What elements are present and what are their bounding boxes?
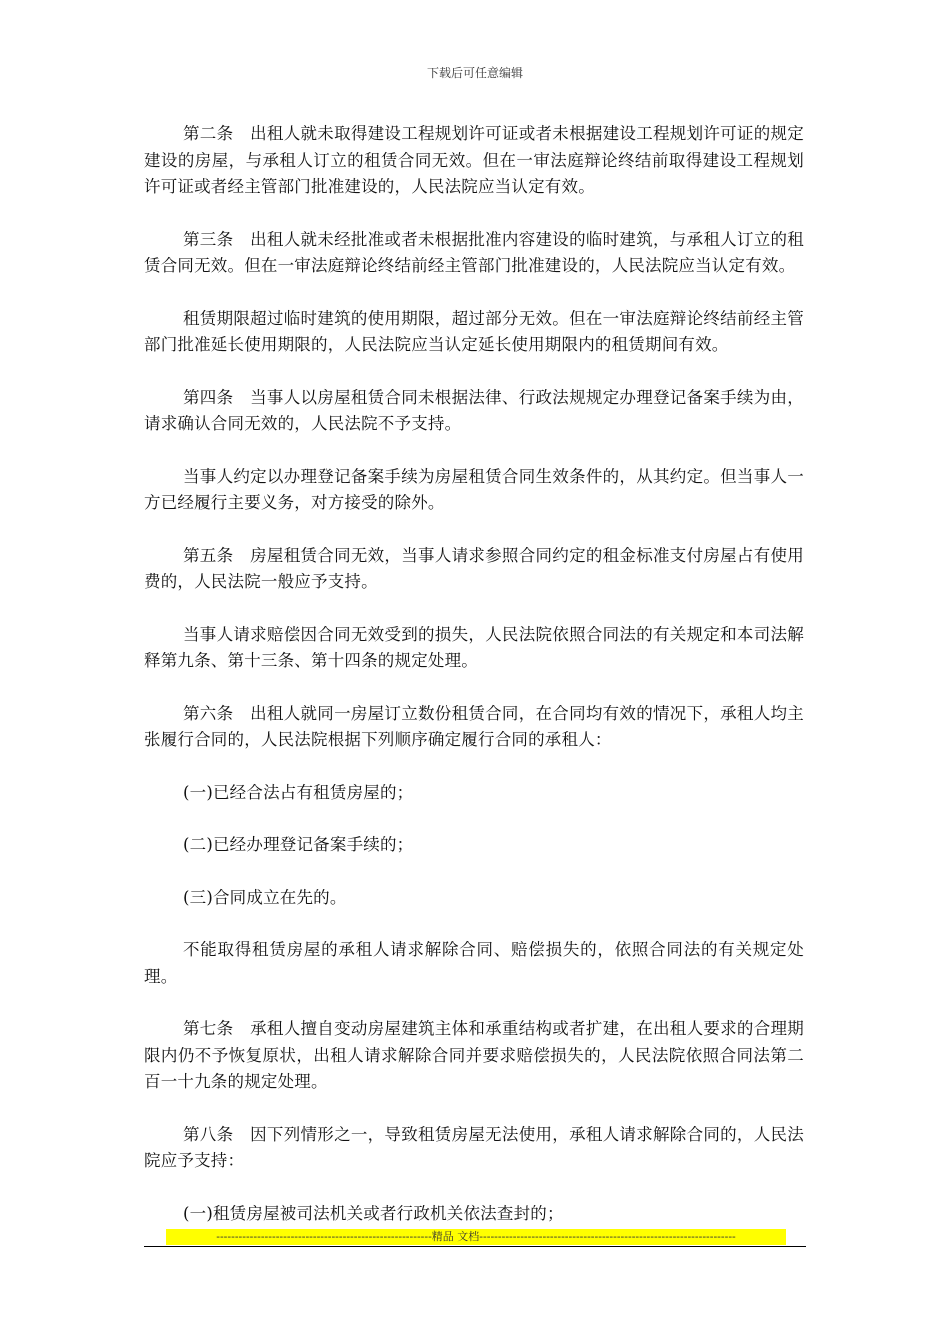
paragraph-article-2: 第二条 出租人就未取得建设工程规划许可证或者未根据建设工程规划许可证的规定建设的房屋，与承租人订立的租赁合同无效。但在一审法庭辩论终结前取得建设工程规划许可证或者经主管部门批准建设的，人民法院应当认定有效。 xyxy=(144,124,804,196)
paragraph-article-6-remedy: 不能取得租赁房屋的承租人请求解除合同、赔偿损失的，依照合同法的有关规定处理。 xyxy=(144,940,804,986)
list-item-6-1: (一)已经合法占有租赁房屋的； xyxy=(183,782,414,802)
footer-banner: ----------------------------------------------------------精品 文档--------------------------------------------------------------------- xyxy=(166,1229,786,1245)
list-item-8-1: (一)租赁房屋被司法机关或者行政机关依法查封的； xyxy=(183,1203,564,1223)
list-item-6-3: (三)合同成立在先的。 xyxy=(183,887,347,907)
paragraph-article-4-condition: 当事人约定以办理登记备案手续为房屋租赁合同生效条件的，从其约定。但当事人一方已经履行主要义务，对方接受的除外。 xyxy=(144,466,804,512)
paragraph-article-5-damages: 当事人请求赔偿因合同无效受到的损失，人民法院依照合同法的有关规定和本司法解释第九条、第十三条、第十四条的规定处理。 xyxy=(144,624,804,670)
paragraph-article-8: 第八条 因下列情形之一，导致租赁房屋无法使用，承租人请求解除合同的，人民法院应予支持： xyxy=(144,1124,804,1170)
page-header: 下载后可任意编辑 xyxy=(426,66,523,80)
paragraph-article-3: 第三条 出租人就未经批准或者未根据批准内容建设的临时建筑，与承租人订立的租赁合同无效。但在一审法庭辩论终结前经主管部门批准建设的，人民法院应当认定有效。 xyxy=(144,229,804,275)
list-item-6-2: (二)已经办理登记备案手续的； xyxy=(183,835,414,854)
paragraph-article-5: 第五条 房屋租赁合同无效，当事人请求参照合同约定的租金标准支付房屋占有使用费的，人民法院一般应予支持。 xyxy=(144,545,804,591)
footer-divider xyxy=(144,1246,806,1247)
paragraph-article-4: 第四条 当事人以房屋租赁合同未根据法律、行政法规规定办理登记备案手续为由，请求确认合同无效的，人民法院不予支持。 xyxy=(144,387,804,433)
document-body xyxy=(144,121,804,1253)
paragraph-article-6: 第六条 出租人就同一房屋订立数份租赁合同，在合同均有效的情况下，承租人均主张履行合同的，人民法院根据下列顺序确定履行合同的承租人： xyxy=(144,703,804,749)
paragraph-article-3-term: 租赁期限超过临时建筑的使用期限，超过部分无效。但在一审法庭辩论终结前经主管部门批准延长使用期限的，人民法院应当认定延长使用期限内的租赁期间有效。 xyxy=(144,308,804,354)
paragraph-article-7: 第七条 承租人擅自变动房屋建筑主体和承重结构或者扩建，在出租人要求的合理期限内仍不予恢复原状，出租人请求解除合同并要求赔偿损失的，人民法院依照合同法第二百一十九条的规定处理。 xyxy=(144,1019,804,1091)
